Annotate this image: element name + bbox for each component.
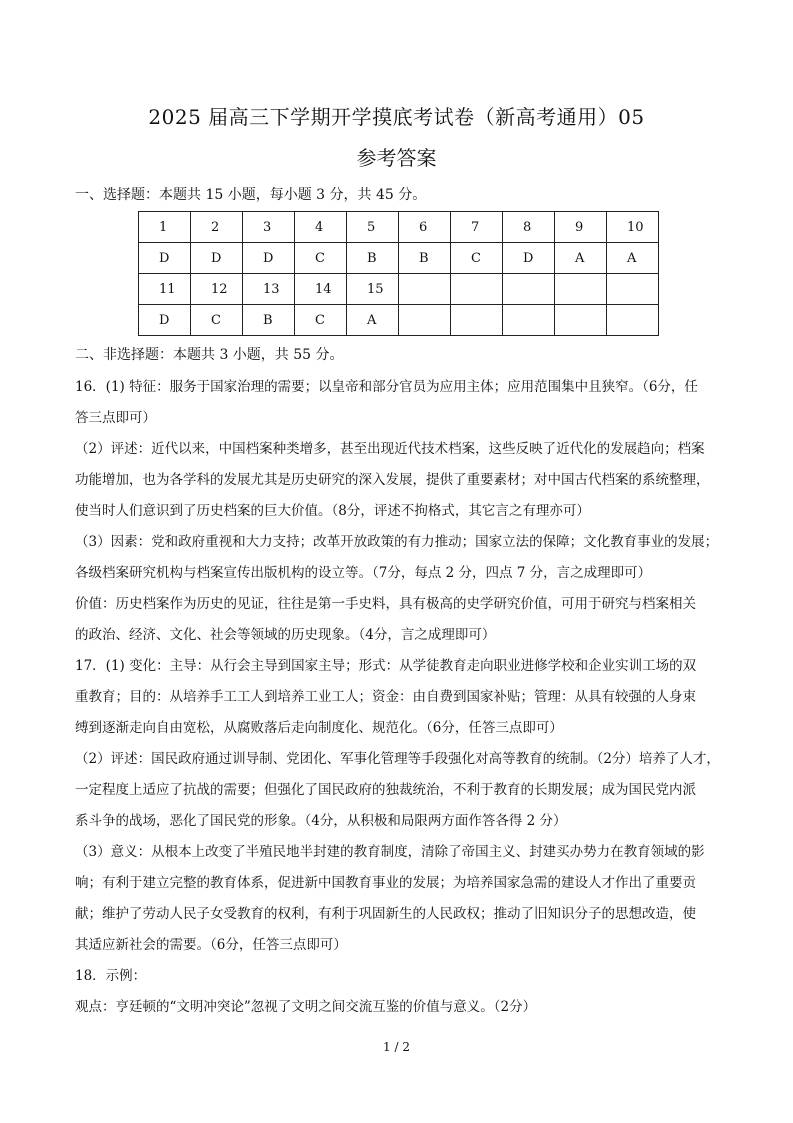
answer-table-cell: D	[503, 243, 555, 274]
answer-table-cell	[451, 305, 503, 336]
answer-table-cell: A	[347, 305, 399, 336]
text-line: 系斗争的战场，恶化了国民党的形象。（4分，从积极和局限两方面作答各得 2 分）	[75, 813, 567, 829]
answer-table-cell: B	[347, 243, 399, 274]
section-1-heading: 一、选择题：本题共 15 小题，每小题 3 分，共 45 分。	[75, 187, 427, 203]
answer-table-cell: D	[139, 243, 191, 274]
page-subtitle: 参考答案	[356, 146, 437, 170]
answer-table-cell: B	[399, 243, 451, 274]
answer-table-cell: D	[139, 305, 191, 336]
text-line: 16．(1) 特征：服务于国家治理的需要；以皇帝和部分官员为应用主体；应用范围集中且狭窄。（6分，任	[75, 379, 698, 395]
answer-table-cell	[555, 305, 607, 336]
text-line: 各级档案研究机构与档案宣传出版机构的设立等。（7分，每点 2 分，四点 7 分，言之成理即可）	[75, 565, 652, 581]
answer-table-cell: 13	[243, 274, 295, 305]
answer-table	[138, 211, 659, 336]
text-line: 的政治、经济、文化、社会等领域的历史现象。（4分，言之成理即可）	[75, 627, 496, 643]
answer-table-cell	[607, 274, 659, 305]
answer-table-cell: C	[191, 305, 243, 336]
answer-table-cell: 3	[243, 212, 295, 243]
answer-table-cell: 5	[347, 212, 399, 243]
answer-table-cell: C	[451, 243, 503, 274]
answer-table-cell	[451, 274, 503, 305]
text-line: 18．示例：	[75, 968, 147, 984]
text-line: （2）评述：近代以来，中国档案种类增多，甚至出现近代技术档案，这些反映了近代化的发展趋向；档案	[75, 441, 705, 457]
text-line: 一定程度上适应了抗战的需要；但强化了国民政府的独裁统治，不利于教育的长期发展；成为国民党内派	[75, 782, 696, 798]
text-line: 17．(1) 变化：主导：从行会主导到国家主导；形式：从学徒教育走向职业进修学校和企业实训工场的双	[75, 658, 697, 674]
answer-table-cell	[503, 274, 555, 305]
answer-table-cell	[399, 274, 451, 305]
answer-table-cell: 6	[399, 212, 451, 243]
answer-table-cell: C	[295, 305, 347, 336]
answer-table-cell: 7	[451, 212, 503, 243]
answer-table-cell	[399, 305, 451, 336]
answer-table-cell	[503, 305, 555, 336]
text-line: 其适应新社会的需要。（6分，任答三点即可）	[75, 937, 347, 953]
answer-table-row	[139, 305, 659, 336]
text-line: 缚到逐渐走向自由宽松，从腐败落后走向制度化、规范化。（6分，任答三点即可）	[75, 720, 563, 736]
section-2-heading: 二、非选择题：本题共 3 小题，共 55 分。	[75, 347, 344, 363]
answer-table-cell	[607, 305, 659, 336]
answer-table-row	[139, 212, 659, 243]
answer-table-cell: 4	[295, 212, 347, 243]
text-line: 答三点即可）	[75, 410, 156, 426]
answer-table-cell: 15	[347, 274, 399, 305]
page-number: 1 / 2	[383, 1040, 410, 1054]
answer-table-cell: 11	[139, 274, 191, 305]
answer-table-cell	[555, 274, 607, 305]
text-line: （3）因素：党和政府重视和大力支持；改革开放政策的有力推动；国家立法的保障；文化教育事业的发展；	[75, 534, 719, 550]
answer-table-row	[139, 274, 659, 305]
text-line: 使当时人们意识到了历史档案的巨大价值。（8分，评述不拘格式，其它言之有理亦可）	[75, 503, 590, 519]
answer-table-cell: 10	[607, 212, 659, 243]
text-line: 响；有利于建立完整的教育体系，促进新中国教育事业的发展；为培养国家急需的建设人才作出了重要贡	[75, 875, 696, 891]
text-line: （3）意义：从根本上改变了半殖民地半封建的教育制度，清除了帝国主义、封建买办势力在教育领域的影	[75, 844, 705, 860]
answer-table-cell: A	[555, 243, 607, 274]
answer-table-cell: C	[295, 243, 347, 274]
text-line: （2）评述：国民政府通过训导制、党团化、军事化管理等手段强化对高等教育的统制。（2分）培养了人才，	[75, 751, 720, 767]
text-line: 观点：亨廷顿的“文明冲突论”忽视了文明之间交流互鉴的价值与意义。（2分）	[75, 999, 537, 1015]
answer-table-cell: D	[243, 243, 295, 274]
text-line: 重教育；目的：从培养手工工人到培养工业工人；资金：由自费到国家补贴；管理：从具有较强的人身束	[75, 689, 696, 705]
answer-table-cell: 2	[191, 212, 243, 243]
text-line: 献；维护了劳动人民子女受教育的权利，有利于巩固新生的人民政权；推动了旧知识分子的思想改造，使	[75, 906, 696, 922]
answer-table-cell: 1	[139, 212, 191, 243]
answer-table-row	[139, 243, 659, 274]
answer-table-cell: 14	[295, 274, 347, 305]
answer-table-cell: D	[191, 243, 243, 274]
text-line: 价值：历史档案作为历史的见证，往往是第一手史料，具有极高的史学研究价值，可用于研究与档案相关	[75, 596, 696, 612]
answer-table-cell: 12	[191, 274, 243, 305]
answer-table-cell: B	[243, 305, 295, 336]
answer-table-cell: 9	[555, 212, 607, 243]
text-line: 功能增加，也为各学科的发展尤其是历史研究的深入发展，提供了重要素材；对中国古代档案的系统整理，	[75, 472, 710, 488]
answer-table-cell: A	[607, 243, 659, 274]
answer-table-cell: 8	[503, 212, 555, 243]
page-title: 2025 届高三下学期开学摸底考试卷（新高考通用）05	[148, 105, 645, 129]
